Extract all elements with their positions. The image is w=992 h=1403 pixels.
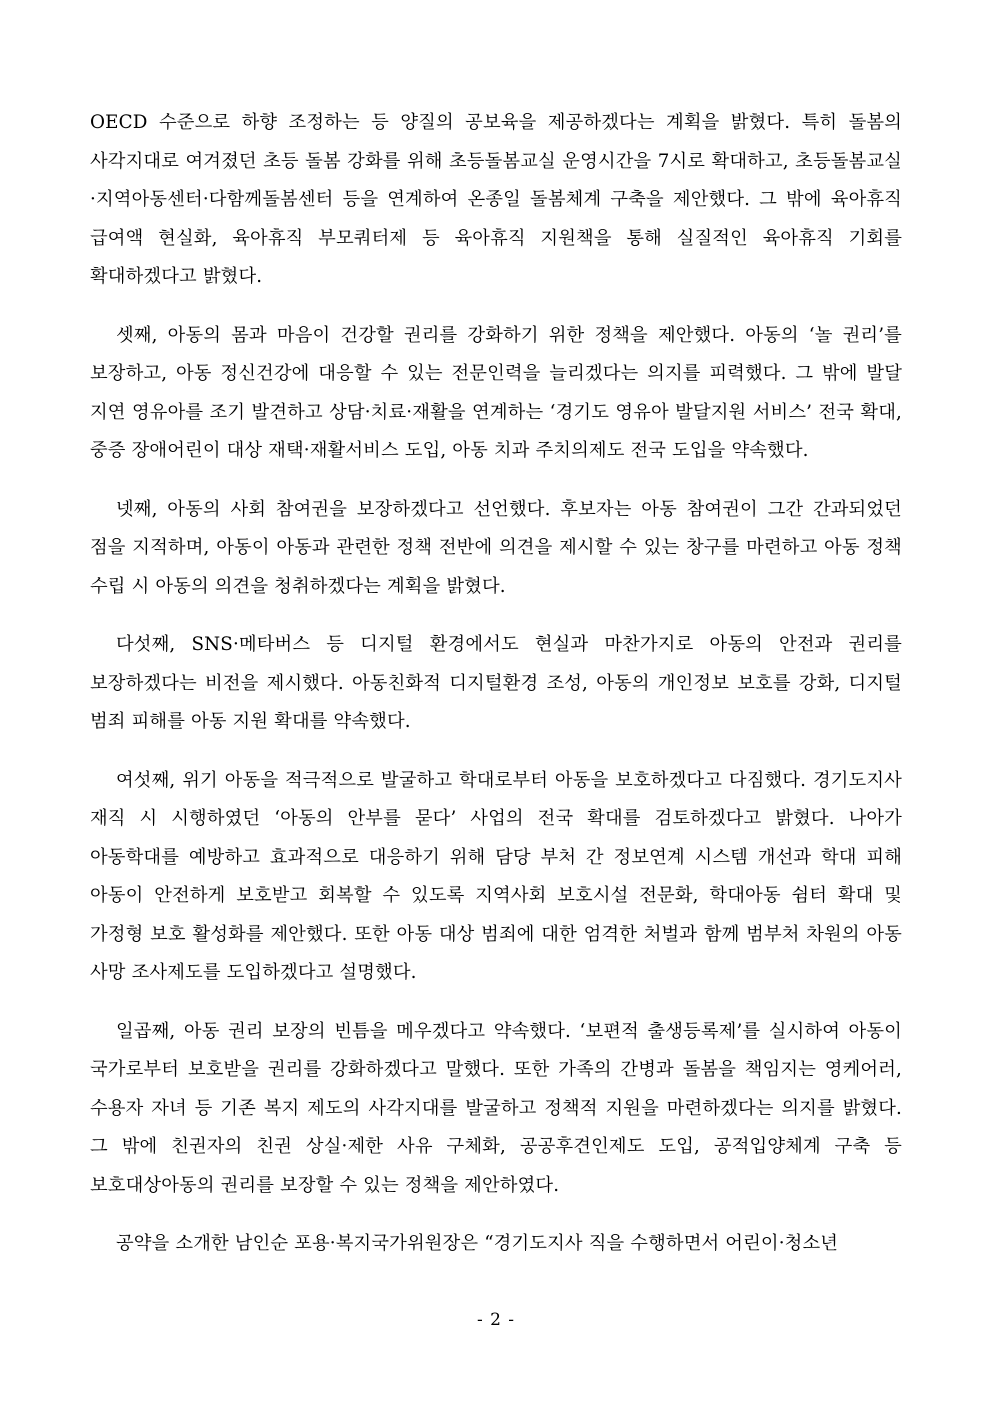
paragraph-third-health-rights: 셋째, 아동의 몸과 마음이 건강할 권리를 강화하기 위한 정책을 제안했다. 아동의 ‘놀 권리’를 보장하고, 아동 정신건강에 대응할 수 있는 전문인력을 늘리겠다는 의지를 피력했다. 그 밖에 발달 지연 영유아를 조기 발견하고 상담·치료·재활을 연계하는 ‘경기도 영유아 발달지원 서비스’ 전국 확대, 중증 장애어린이 대상 재택·재활서비스 도입, 아동 치과 주치의제도 전국 도입을 약속했다. bbox=[90, 324, 903, 461]
paragraph-closing-quote: 공약을 소개한 남인순 포용·복지국가위원장은 “경기도지사 직을 수행하면서 어린이·청소년 bbox=[116, 1233, 839, 1254]
paragraph-fourth-participation: 넷째, 아동의 사회 참여권을 보장하겠다고 선언했다. 후보자는 아동 참여권이 그간 간과되었던 점을 지적하며, 아동이 아동과 관련한 정책 전반에 의견을 제시할 수 있는 창구를 마련하고 아동 정책 수립 시 아동의 의견을 청취하겠다는 계획을 밝혔다. bbox=[90, 498, 902, 597]
paragraph-sixth-protection: 여섯째, 위기 아동을 적극적으로 발굴하고 학대로부터 아동을 보호하겠다고 다짐했다. 경기도지사 재직 시 시행하였던 ‘아동의 안부를 묻다’ 사업의 전국 확대를 검토하겠다고 밝혔다. 나아가 아동학대를 예방하고 효과적으로 대응하기 위해 담당 부처 간 정보연계 시스템 개선과 학대 피해 아동이 안전하게 보호받고 회복할 수 있도록 지역사회 보호시설 전문화, 학대아동 쉼터 확대 및 가정형 보호 활성화를 제안했다. 또한 아동 대상 범죄에 대한 엄격한 처벌과 함께 범부처 차원의 아동 사망 조사제도를 도입하겠다고 설명했다. bbox=[90, 769, 902, 983]
paragraph-continuation-childcare: OECD 수준으로 하향 조정하는 등 양질의 공보육을 제공하겠다는 계획을 밝혔다. 특히 돌봄의 사각지대로 여겨졌던 초등 돌봄 강화를 위해 초등돌봄교실 운영시간을 7시로 확대하고, 초등돌봄교실·지역아동센터·다함께돌봄센터 등을 연계하여 온종일 돌봄체계 구축을 제안했다. 그 밖에 육아휴직 급여액 현실화, 육아휴직 부모쿼터제 등 육아휴직 지원책을 통해 실질적인 육아휴직 기회를 확대하겠다고 밝혔다. bbox=[90, 112, 902, 287]
document-body bbox=[90, 104, 902, 1264]
paragraph-seventh-rights-gap: 일곱째, 아동 권리 보장의 빈틈을 메우겠다고 약속했다. ‘보편적 출생등록제’를 실시하여 아동이 국가로부터 보호받을 권리를 강화하겠다고 말했다. 또한 가족의 간병과 돌봄을 책임지는 영케어러, 수용자 자녀 등 기존 복지 제도의 사각지대를 발굴하고 정책적 지원을 마련하겠다는 의지를 밝혔다. 그 밖에 친권자의 친권 상실·제한 사유 구체화, 공공후견인제도 도입, 공적입양체계 구축 등 보호대상아동의 권리를 보장할 수 있는 정책을 제안하였다. bbox=[90, 1020, 902, 1196]
page-number: - 2 - bbox=[476, 1310, 516, 1330]
paragraph-fifth-digital: 다섯째, SNS·메타버스 등 디지털 환경에서도 현실과 마찬가지로 아동의 안전과 권리를 보장하겠다는 비전을 제시했다. 아동친화적 디지털환경 조성, 아동의 개인정보 보호를 강화, 디지털 범죄 피해를 아동 지원 확대를 약속했다. bbox=[90, 634, 902, 732]
